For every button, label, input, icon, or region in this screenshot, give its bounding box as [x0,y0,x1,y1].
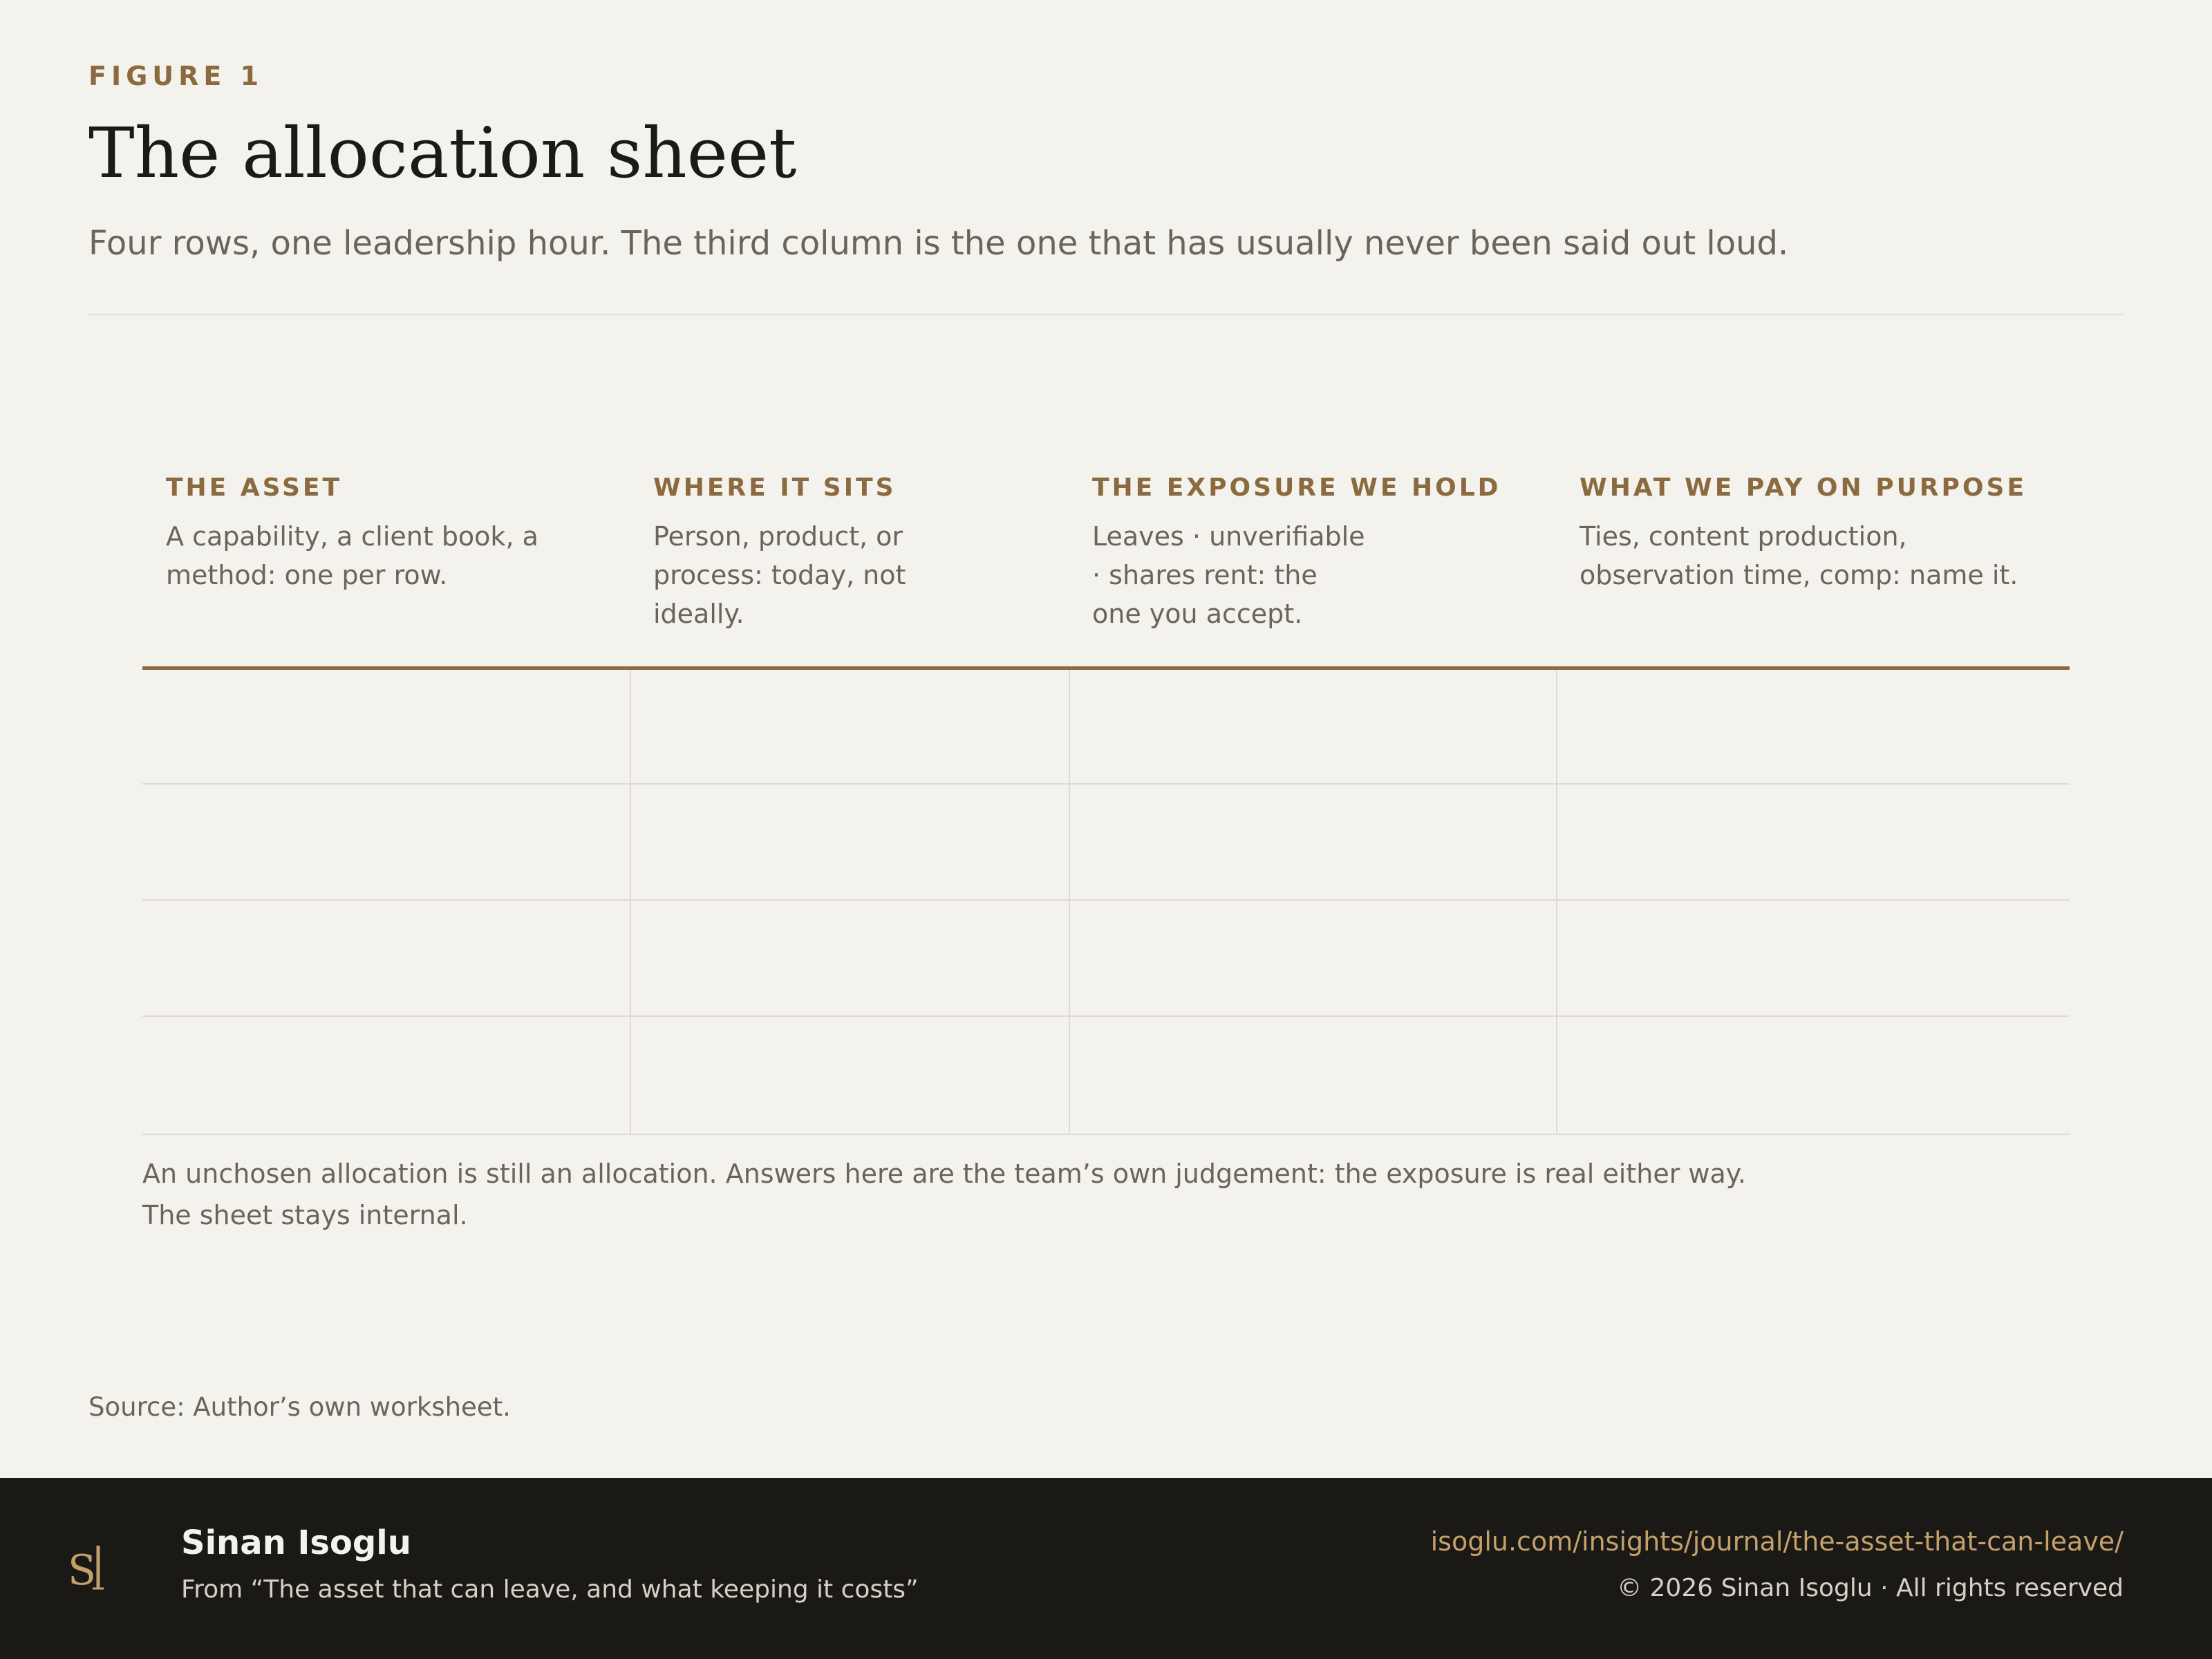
column-heading: THE ASSET [166,474,343,502]
grid-row-divider [142,899,2070,901]
column-header-where [653,467,944,633]
grid-column-divider [630,670,631,1135]
author-name: Sinan Isoglu [181,1524,411,1562]
figure-header [88,55,2124,271]
page-subtitle: Four rows, one leadership hour. The third column is the one that has usually never been said out loud. [88,224,1789,263]
monogram-logo-icon [64,1540,119,1595]
column-header-asset [166,467,594,594]
header-divider [88,314,2124,315]
figure-kicker: FIGURE 1 [88,61,264,91]
svg-text:S: S [68,1546,97,1595]
column-heading: WHERE IT SITS [653,474,897,502]
footer [0,1478,2212,1659]
article-link[interactable]: isoglu.com/insights/journal/the-asset-that-can-leave/ [1430,1526,2124,1557]
column-description: Leaves · unverifiable · shares rent: the one you accept. [1092,521,1365,629]
sheet-note: An unchosen allocation is still an allocation. Answers here are the team’s own judgement: the exposure is real either way. The sheet stays internal. [142,1159,1746,1230]
column-heading: WHAT WE PAY ON PURPOSE [1580,474,2027,502]
page-title: The allocation sheet [88,113,797,194]
grid-column-divider [1069,670,1070,1135]
column-header-pay [1580,467,2027,594]
column-description: A capability, a client book, a method: one per row. [166,521,538,590]
allocation-grid [142,666,2070,1135]
grid-row-divider [142,1015,2070,1017]
column-heading: THE EXPOSURE WE HOLD [1092,474,1501,502]
column-description: Person, product, or process: today, not ideally. [653,521,906,629]
copyright: © 2026 Sinan Isoglu · All rights reserved [1617,1574,2124,1602]
article-reference: From “The asset that can leave, and what keeping it costs” [181,1575,919,1604]
column-header-exposure [1092,467,1501,633]
grid-row-divider [142,1134,2070,1135]
grid-row-divider [142,783,2070,785]
grid-column-divider [1556,670,1557,1135]
column-description: Ties, content production, observation time, comp: name it. [1580,521,2018,590]
source-note: Source: Author’s own worksheet. [88,1392,511,1422]
